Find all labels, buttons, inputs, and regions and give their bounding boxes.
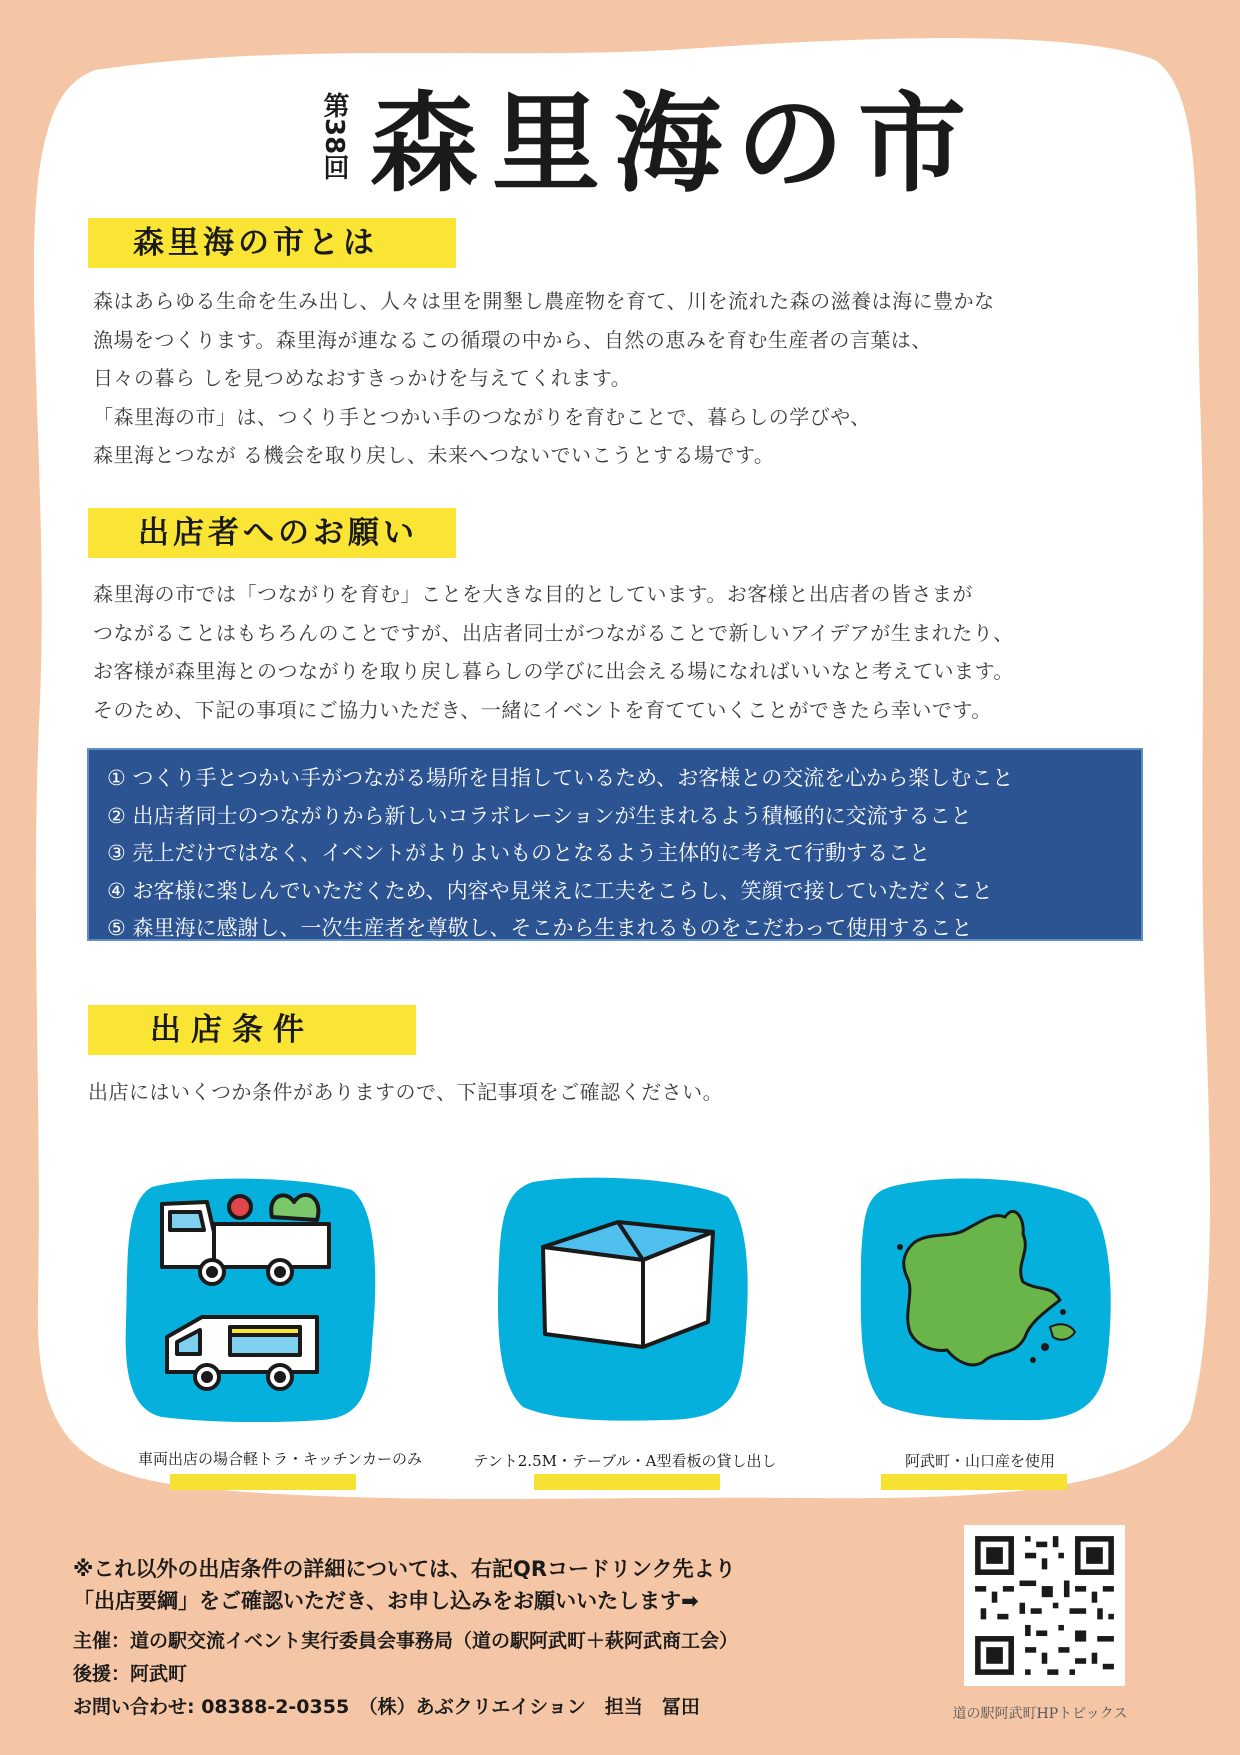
caption-underline bbox=[534, 1474, 720, 1490]
condition-caption-local: 阿武町・山口産を使用 bbox=[904, 1452, 1055, 1470]
about-line: 森はあらゆる生命を生み出し、人々は里を開墾し農産物を育て、川を流れた森の滋養は海に豊かな bbox=[93, 289, 995, 313]
section-heading-conditions bbox=[88, 1005, 416, 1055]
edition-label: 第38回 bbox=[319, 92, 349, 181]
tent-icon bbox=[493, 1172, 753, 1422]
rule-item: ① つくり手とつかい手がつながる場所を目指しているため、お客様との交流を心から楽しむこと bbox=[107, 766, 1014, 790]
caption-underline bbox=[170, 1474, 356, 1490]
about-line: 漁場をつくります。森里海が連なるこの循環の中から、自然の恵みを育む生産者の言葉は、 bbox=[93, 327, 932, 352]
map-icon bbox=[855, 1172, 1115, 1422]
support-text: 後援：阿武町 bbox=[73, 1663, 188, 1685]
section-heading-request bbox=[88, 508, 456, 558]
request-line: お客様が森里海とのつながりを取り戻し暮らしの学びに出会える場になればいいなと考えています。 bbox=[93, 659, 1014, 683]
footer-note-line: ※これ以外の出店条件の詳細については、右記QRコードリンク先より bbox=[73, 1557, 736, 1581]
request-line: つながることはもちろんのことですが、出店者同士がつながることで新しいアイデアが生まれたり、 bbox=[93, 620, 1014, 645]
rule-item: ④ お客様に楽しんでいただくため、内容や見栄えに工夫をこらし、笑顔で接していただくこと bbox=[107, 878, 993, 903]
section-heading-conditions-text: 出店条件 bbox=[150, 1012, 314, 1048]
about-line: 「森里海の市」は、つくり手とつかい手のつながりを育むことで、暮らしの学びや、 bbox=[93, 404, 871, 429]
section-heading-about-text: 森里海の市とは bbox=[133, 225, 378, 261]
request-line: そのため、下記の事項にご協力いただき、一緒にイベントを育てていくことができたら幸いです。 bbox=[93, 697, 992, 722]
rule-item: ⑤ 森里海に感謝し、一次生産者を尊敬し、そこから生まれるものをこだわって使用すること bbox=[107, 916, 973, 940]
conditions-intro: 出店にはいくつか条件がありますので、下記事項をご確認ください。 bbox=[88, 1080, 724, 1104]
request-line: 森里海の市では「つながりを育む」ことを大きな目的としています。お客様と出店者の皆さまが bbox=[93, 582, 973, 606]
truck-icon bbox=[122, 1172, 380, 1422]
qr-code[interactable] bbox=[964, 1525, 1125, 1686]
condition-caption-tent: テント2.5M・テーブル・A型看板の貸し出し bbox=[473, 1452, 777, 1470]
footer-note bbox=[73, 1553, 736, 1617]
contact-text: お問い合わせ: 08388-2-0355 （株）あぶクリエイション 担当 冨田 bbox=[73, 1696, 700, 1718]
about-line: 日々の暮ら しを見つめなおすきっかけを与えてくれます。 bbox=[93, 366, 632, 390]
organizer-text: 主催：道の駅交流イベント実行委員会事務局（道の駅阿武町＋萩阿武商工会） bbox=[73, 1630, 739, 1652]
qr-label: 道の駅阿武町HPトピックス bbox=[952, 1706, 1128, 1722]
request-paragraph bbox=[93, 575, 1014, 729]
footer-info bbox=[73, 1625, 738, 1724]
page-title: 森里海の市 bbox=[370, 82, 981, 207]
section-heading-about bbox=[88, 218, 456, 268]
rule-item: ③ 売上だけではなく、イベントがよりよいものとなるよう主体的に考えて行動すること bbox=[107, 841, 931, 865]
rule-item: ② 出店者同士のつながりから新しいコラボレーションが生まれるよう積極的に交流すること bbox=[107, 803, 972, 828]
about-paragraph bbox=[93, 282, 995, 475]
caption-underline bbox=[881, 1474, 1067, 1490]
title-block bbox=[300, 80, 980, 210]
rules-box bbox=[87, 748, 1143, 941]
section-heading-request-text: 出店者へのお願い bbox=[138, 515, 418, 551]
footer-note-line: 「出店要綱」をご確認いただき、お申し込みをお願いいたします➡ bbox=[73, 1589, 699, 1613]
condition-caption-vehicle: 車両出店の場合軽トラ・キッチンカーのみ bbox=[138, 1450, 422, 1468]
about-line: 森里海とつなが る機会を取り戻し、未来へつないでいこうとする場です。 bbox=[93, 443, 775, 467]
